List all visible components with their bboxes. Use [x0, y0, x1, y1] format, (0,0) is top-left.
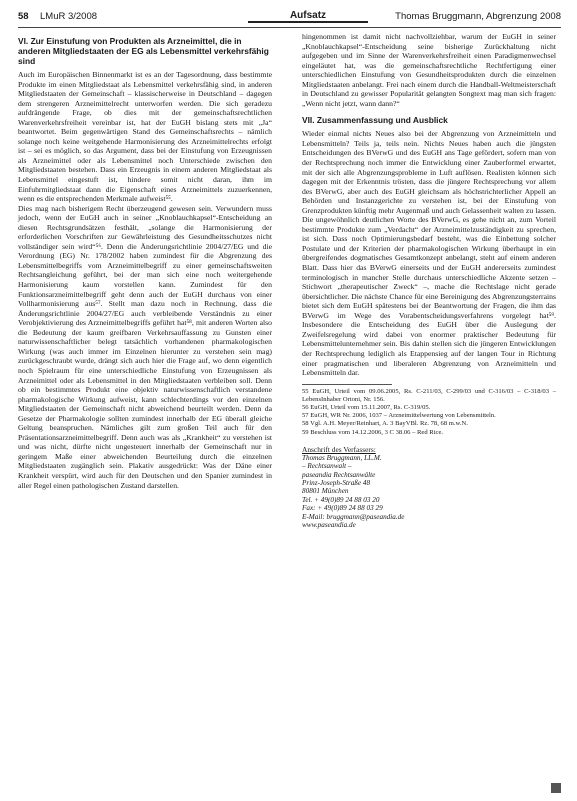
header-rule	[18, 27, 561, 28]
address-line: Fax: + 49(0)89 24 88 03 29	[302, 504, 383, 513]
journal-issue: LMuR 3/2008	[40, 11, 98, 22]
address-email[interactable]: E-Mail: bruggmann@paseandia.de	[302, 512, 405, 521]
page-number: 58	[18, 11, 29, 22]
author-address-title: Anschrift des Verfassers:	[302, 444, 376, 454]
footnote: 55 EuGH, Urteil vom 09.06.2005, Rs. C-211/03, C-299/03 und C-316/03 – C-318/03 – LebensInhaber Ortoni, Nr. 156.	[302, 387, 556, 403]
right-paragraph-main: Wieder einmal nichts Neues also bei der Abgrenzung von Arzneimitteln und Lebensmitteln? Teils ja, teils nein. Nichts Neues haben auch die jüngsten Entscheidungen des BVerwG und des EuGH ans Tage gefördert, sofern man von der Rechtsprechung noch immer die Entwicklung einer Zauberformel erwartet, mit der sich alle Abgrenzungsprobleme in Luft auflösen. Realisten können sich dagegen mit der Erkenntnis trösten, dass die jüngere Rechtsprechung vor allem des BVerwG, aber auch des EuGH gleichsam als höchstrichterlicher Appell an Behörden und Instanzgerichte zu verstehen ist, bei der Einstufung von Grenzprodukten künftig mehr Augenmaß und auch Gelassenheit walten zu lassen. Die ungewöhnlich deutlichen Worte des BVerwG, es gehe nicht an, zum Vorteil bestimmte Produkte zum „Verdacht“ der Arzneimittelzuständigkeit zu sprechen, ist sich. Dass noch Optimierungsbedarf besteht, was die Einbettung solcher Postulate und der Kriterien der pharmakologischen Wirkung überhaupt in ein übergreifendes dogmatisches Gesamtkonzept anbelangt, steht auf einem anderen Blatt. Dass hier das BVerwG einerseits und der EuGH andererseits zumindest terminologisch in mancher Stelle durchaus unterschiedliche Akzente setzen – Stichwort „therapeutischer Zweck“ –, mache die Rechtslage nicht gerade übersichtlicher. Die nächste Chance für eine Bereinigung des Abgrenzungsterrains bietet sich dem EuGH spätestens bei der Beantwortung der Fragen, die ihm das BVerwG im Wege des Vorabentscheidungsverfahrens vorgelegt hat⁵⁹. Insbesondere die Entscheidung des EuGH über die Auslegung der Zweifelsregelung wird dabei von enormer praktischer Bedeutung für Lebensmittelunternehmer sein. Bis dahin stellen sich die jüngeren Entwicklungen der Rechtsprechung lediglich als Etappensieg auf der langen Tour in Richtung einer pragmatischen und liberaleren Abgrenzung von Arzneimitteln und Lebensmitteln dar.	[302, 129, 556, 378]
section-label: Aufsatz	[248, 10, 368, 23]
footnote-rule	[302, 384, 392, 385]
running-title: Thomas Bruggmann, Abgrenzung 2008	[395, 11, 561, 22]
footnote: 59 Beschluss vom 14.12.2006, 3 C 38.06 – Red Rice.	[302, 428, 444, 436]
footnote: 57 EuGH, WR Nr. 2006, 1037 – Arzneimittelwertung von Lebensmitteln.	[302, 412, 496, 420]
footnote: 58 Vgl. A.H. Meyer/Reinhart, A. 3 BayVBl. Rz. 78, 68 m.w.N.	[302, 420, 468, 428]
address-line: paseandia Rechtsanwälte	[302, 470, 376, 479]
section-heading-vii: VII. Zusammenfassung und Ausblick	[302, 115, 448, 126]
author-address	[302, 454, 556, 530]
address-website[interactable]: www.paseandia.de	[302, 521, 356, 530]
address-line: Thomas Bruggmann, LL.M.	[302, 453, 382, 462]
address-line: Tel. + 49(0)89 24 88 03 20	[302, 495, 380, 504]
left-paragraph-2: Dies mag nach bisherigem Recht überzeugend gewesen sein. Verwundern muss jedoch, wenn der EuGH auch in seiner „Knoblauchkapsel“-Entscheidung an diesen Rechtsgrundsätzen festhält, „solange die Harmonisierung der erforderlichen Vorschriften zur Gewährleistung des Gesundheitsschutzes nicht vollständiger sein wird“⁵⁶. Denn die Änderungsrichtlinie 2004/27/EG und die Verordnung (EG) Nr. 178/2002 haben zumindest für die Abgrenzung des Lebensmittelbegriffs vom Arzneimittelbegriff zu einer gemeinschaftsweiten Rechtsangleichung geführt, bei der man sich eine noch weitergehende Harmonisierung kaum vorstellen kann. Zumindest für den Funktionsarzneimittelbegriff geht denn auch der EuGH durchaus von einer Vollharmonisierung aus⁵⁷. Stellt man dazu noch in Rechnung, dass die Änderungsrichtlinie 2004/27/EG auch verbleibende Verständnis zu einer Verobjektivierung des Arzneimittelbegriffs geführt hat⁵⁸, mit anderen Worten also die Bedeutung der kaum greifbaren Verkehrsauffassung zu Gunsten einer naturwissenschaftlicher belegt tatsächlich vorhandenen pharmakologischen Wirkung (was auch immer im Einzelnen hierunter zu verstehen sein mag) zurückgeschraubt wurde, drängt sich auch hier die Frage auf, wo denn eigentlich noch Spielraum für eine unterschiedliche Einstufung von Erzeugnissen als Arzneimittel oder als Lebensmittel in den Mitgliedstaaten verbleiben soll. Denn ob ein bestimmtes Produkt eine objektiv naturwissenschaftlich verstandene pharmakologische Wirkung aufweist, kann schlechterdings vor den einzelnen Mitgliedstaaten der Gemeinschaft nicht abweichend beurteilt werden. Denn da Gesetze der Pharmakologie sollten zumindest innerhalb der EG überall gleiche Geltung beanspruchen. Nämliches gilt zum großen Teil auch für den Präsentationsarzneimittelbegriff. Denn auch was als „Krankheit“ zu verstehen ist und was nicht, dürfte nicht ungesteuert innerhalb der Gemeinschaft nur in geringem Maße einer abweichenden Beurteilung durch die einzelnen Mitgliedstaaten zugänglich sein. Plakativ ausgedrückt: Was der Däne einer Krankheit verspürt, wird auch für den Deutschen und den Spanier zumindest in aller Regel einen pathologischen Zustand darstellen.	[18, 203, 272, 490]
address-line: 80801 München	[302, 487, 349, 496]
left-paragraph-1: Auch im Europäischen Binnenmarkt ist es an der Tagesordnung, dass bestimmte Produkte im einen Mitgliedstaat als Lebensmittel verkehrsfähig sind, in anderen Mitgliedstaaten der Gemeinschaft – klassischerweise in Deutschland – dagegen dem strengeren Arzneimittelrecht unterworfen werden. Die sich geradezu aufdrängende Frage, ob dies mit der gemeinschaftsrechtlichen Warenverkehrsfreiheit vereinbar ist, hat der EuGH bislang stets mit „Ja“ beantwortet. Beim gegenwärtigen Stand des Gemeinschaftsrechts – nämlich solange noch keine weitgehende Harmonisierung des Arzneimittelrechts erfolgt ist – sei es möglich, so das Argument, dass bei der Einstufung von Erzeugnissen als Arzneimittel oder als Lebensmittel noch Unterschiede zwischen den Mitgliedstaaten bestehen. Dass ein Erzeugnis in einem anderen Mitgliedstaat als Lebensmittel eingestuft ist, hindere somit nicht daran, ihm im Einfuhrmitgliedstaat dann die Eigenschaft eines Arzneimittels zuzuerkennen, wenn es die entsprechenden Merkmale aufweist⁵⁵.	[18, 70, 272, 204]
left-column	[18, 36, 272, 490]
end-of-article-mark	[551, 783, 561, 793]
footnote: 56 EuGH, Urteil vom 15.11.2007, Rs. C-319/05.	[302, 404, 431, 411]
section-heading-vi: VI. Zur Einstufung von Produkten als Arzneimittel, die in anderen Mitgliedstaaten der EG als Lebensmittel verkehrsfähig sind	[18, 36, 269, 66]
right-column	[302, 32, 556, 529]
right-paragraph-top: hingenommen ist damit nicht nachvollziehbar, warum der EuGH in seiner „Knoblauchkapsel“-Entscheidung seine bisherige Zurückhaltung nicht aufgegeben und im Sinne der Warenverkehrsfreiheit einen Paradigmenwechsel eingeläutet hat, was die gemeinschaftsrechtliche Rechtfertigung einer unterschiedlichen Einstufung von Gesundheitsprodukten durch die einzelnen Mitgliedstaaten anbelangt. Frei nach einem durch die Handball-Weltmeisterschaft in Deutschland zu gewisser Popularität gelangten Songtext mag man sich fragen: „Wenn nicht jetzt, wann dann?“	[302, 32, 556, 108]
page-header	[18, 10, 561, 26]
address-line: – Rechtsanwalt –	[302, 462, 352, 471]
address-line: Prinz-Joseph-Straße 48	[302, 479, 371, 488]
